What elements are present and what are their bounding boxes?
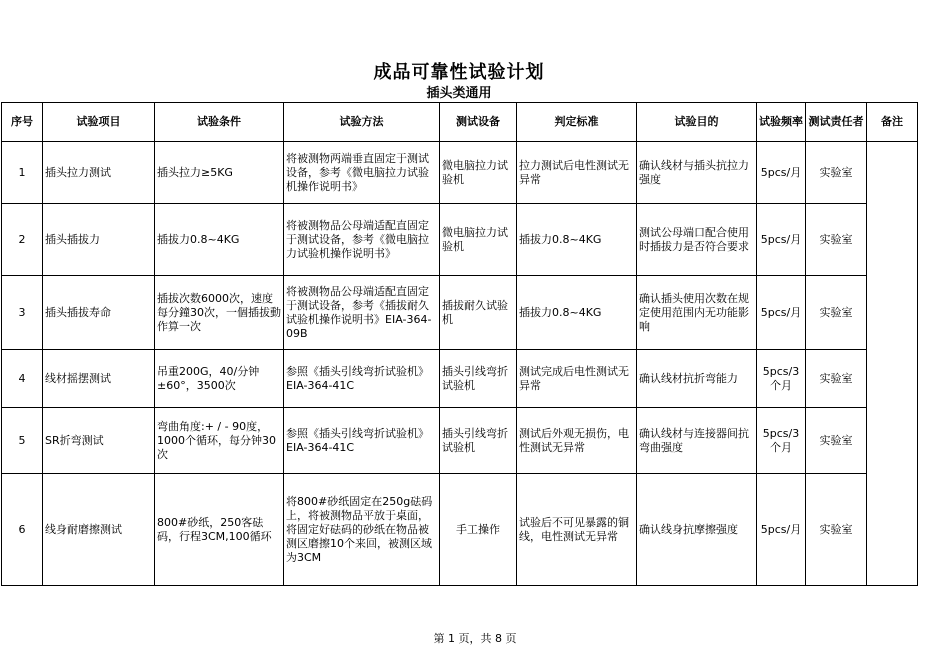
cell-criteria: 测试后外观无损伤，电性测试无异常 xyxy=(517,408,637,474)
cell-no: 5 xyxy=(2,408,43,474)
cell-item: 插头拉力测试 xyxy=(43,142,155,204)
cell-frequency: 5pcs/月 xyxy=(757,276,806,350)
cell-method: 参照《插头引线弯折试验机》EIA-364-41C xyxy=(284,350,440,408)
header-no: 序号 xyxy=(2,103,43,142)
cell-condition: 吊重200G，40/分钟±60°，3500次 xyxy=(155,350,284,408)
cell-criteria: 插拔力0.8~4KG xyxy=(517,204,637,276)
cell-method: 将800#砂纸固定在250g砝码上，将被测物品平放于桌面，将固定好砝码的砂纸在物品被测区磨擦10个来回，被测区域为3CM xyxy=(284,474,440,586)
cell-equipment: 微电脑拉力试验机 xyxy=(440,204,517,276)
cell-condition: 800#砂纸，250客砝码，行程3CM,100循环 xyxy=(155,474,284,586)
cell-item: 插头插拔力 xyxy=(43,204,155,276)
cell-no: 4 xyxy=(2,350,43,408)
cell-equipment: 插头引线弯折试验机 xyxy=(440,350,517,408)
header-frequency: 试验频率 xyxy=(757,103,806,142)
table-row xyxy=(2,142,918,204)
table-row xyxy=(2,474,918,586)
cell-purpose: 确认线身抗摩擦强度 xyxy=(637,474,757,586)
cell-owner: 实验室 xyxy=(806,204,867,276)
header-purpose: 试验目的 xyxy=(637,103,757,142)
cell-frequency: 5pcs/月 xyxy=(757,474,806,586)
cell-frequency: 5pcs/月 xyxy=(757,142,806,204)
test-plan-table xyxy=(1,102,918,586)
cell-method: 将被测物两端垂直固定于测试设备，参考《微电脑拉力试验机操作说明书》 xyxy=(284,142,440,204)
page-subtitle: 插头类通用 xyxy=(426,86,492,101)
cell-owner: 实验室 xyxy=(806,474,867,586)
table-row xyxy=(2,408,918,474)
header-note: 备注 xyxy=(867,103,918,142)
cell-equipment: 插拔耐久试验机 xyxy=(440,276,517,350)
cell-condition: 插头拉力≥5KG xyxy=(155,142,284,204)
cell-item: 插头插拔寿命 xyxy=(43,276,155,350)
header-method: 试验方法 xyxy=(284,103,440,142)
table-row xyxy=(2,204,918,276)
cell-condition: 弯曲角度:+ / - 90度，1000个循环，每分钟30次 xyxy=(155,408,284,474)
cell-item: 线身耐磨擦测试 xyxy=(43,474,155,586)
cell-frequency: 5pcs/月 xyxy=(757,204,806,276)
cell-equipment: 手工操作 xyxy=(440,474,517,586)
header-item: 试验项目 xyxy=(43,103,155,142)
page-footer: 第 1 页，共 8 页 xyxy=(433,632,517,645)
cell-no: 1 xyxy=(2,142,43,204)
cell-no: 3 xyxy=(2,276,43,350)
header-owner: 测试责任者 xyxy=(806,103,867,142)
cell-frequency: 5pcs/3个月 xyxy=(757,350,806,408)
cell-frequency: 5pcs/3个月 xyxy=(757,408,806,474)
header-equipment: 测试设备 xyxy=(440,103,517,142)
cell-criteria: 试验后不可见暴露的铜线，电性测试无异常 xyxy=(517,474,637,586)
cell-note xyxy=(867,142,918,586)
cell-no: 6 xyxy=(2,474,43,586)
cell-owner: 实验室 xyxy=(806,408,867,474)
cell-purpose: 测试公母端口配合使用时插拔力是否符合要求 xyxy=(637,204,757,276)
cell-criteria: 插拔力0.8~4KG xyxy=(517,276,637,350)
header-row xyxy=(2,103,918,142)
cell-method: 将被测物品公母端适配直固定于测试设备，参考《插拔耐久试验机操作说明书》EIA-364-09B xyxy=(284,276,440,350)
cell-criteria: 测试完成后电性测试无异常 xyxy=(517,350,637,408)
cell-purpose: 确认线材与连接器间抗弯曲强度 xyxy=(637,408,757,474)
cell-purpose: 确认插头使用次数在规定使用范围内无功能影响 xyxy=(637,276,757,350)
cell-purpose: 确认线材与插头抗拉力强度 xyxy=(637,142,757,204)
cell-owner: 实验室 xyxy=(806,142,867,204)
cell-criteria: 拉力测试后电性测试无异常 xyxy=(517,142,637,204)
cell-purpose: 确认线材抗折弯能力 xyxy=(637,350,757,408)
cell-no: 2 xyxy=(2,204,43,276)
table-row xyxy=(2,350,918,408)
cell-item: 线材摇摆测试 xyxy=(43,350,155,408)
cell-condition: 插拔次数6000次，速度每分鐘30次，一個插拔動作算一次 xyxy=(155,276,284,350)
page-title: 成品可靠性试验计划 xyxy=(373,62,545,83)
cell-method: 参照《插头引线弯折试验机》EIA-364-41C xyxy=(284,408,440,474)
cell-owner: 实验室 xyxy=(806,350,867,408)
header-criteria: 判定标准 xyxy=(517,103,637,142)
cell-equipment: 插头引线弯折试验机 xyxy=(440,408,517,474)
cell-condition: 插拔力0.8~4KG xyxy=(155,204,284,276)
cell-owner: 实验室 xyxy=(806,276,867,350)
cell-item: SR折弯测试 xyxy=(43,408,155,474)
header-condition: 试验条件 xyxy=(155,103,284,142)
table-row xyxy=(2,276,918,350)
cell-equipment: 微电脑拉力试验机 xyxy=(440,142,517,204)
cell-method: 将被测物品公母端适配直固定于测试设备，参考《微电脑拉力试验机操作说明书》 xyxy=(284,204,440,276)
